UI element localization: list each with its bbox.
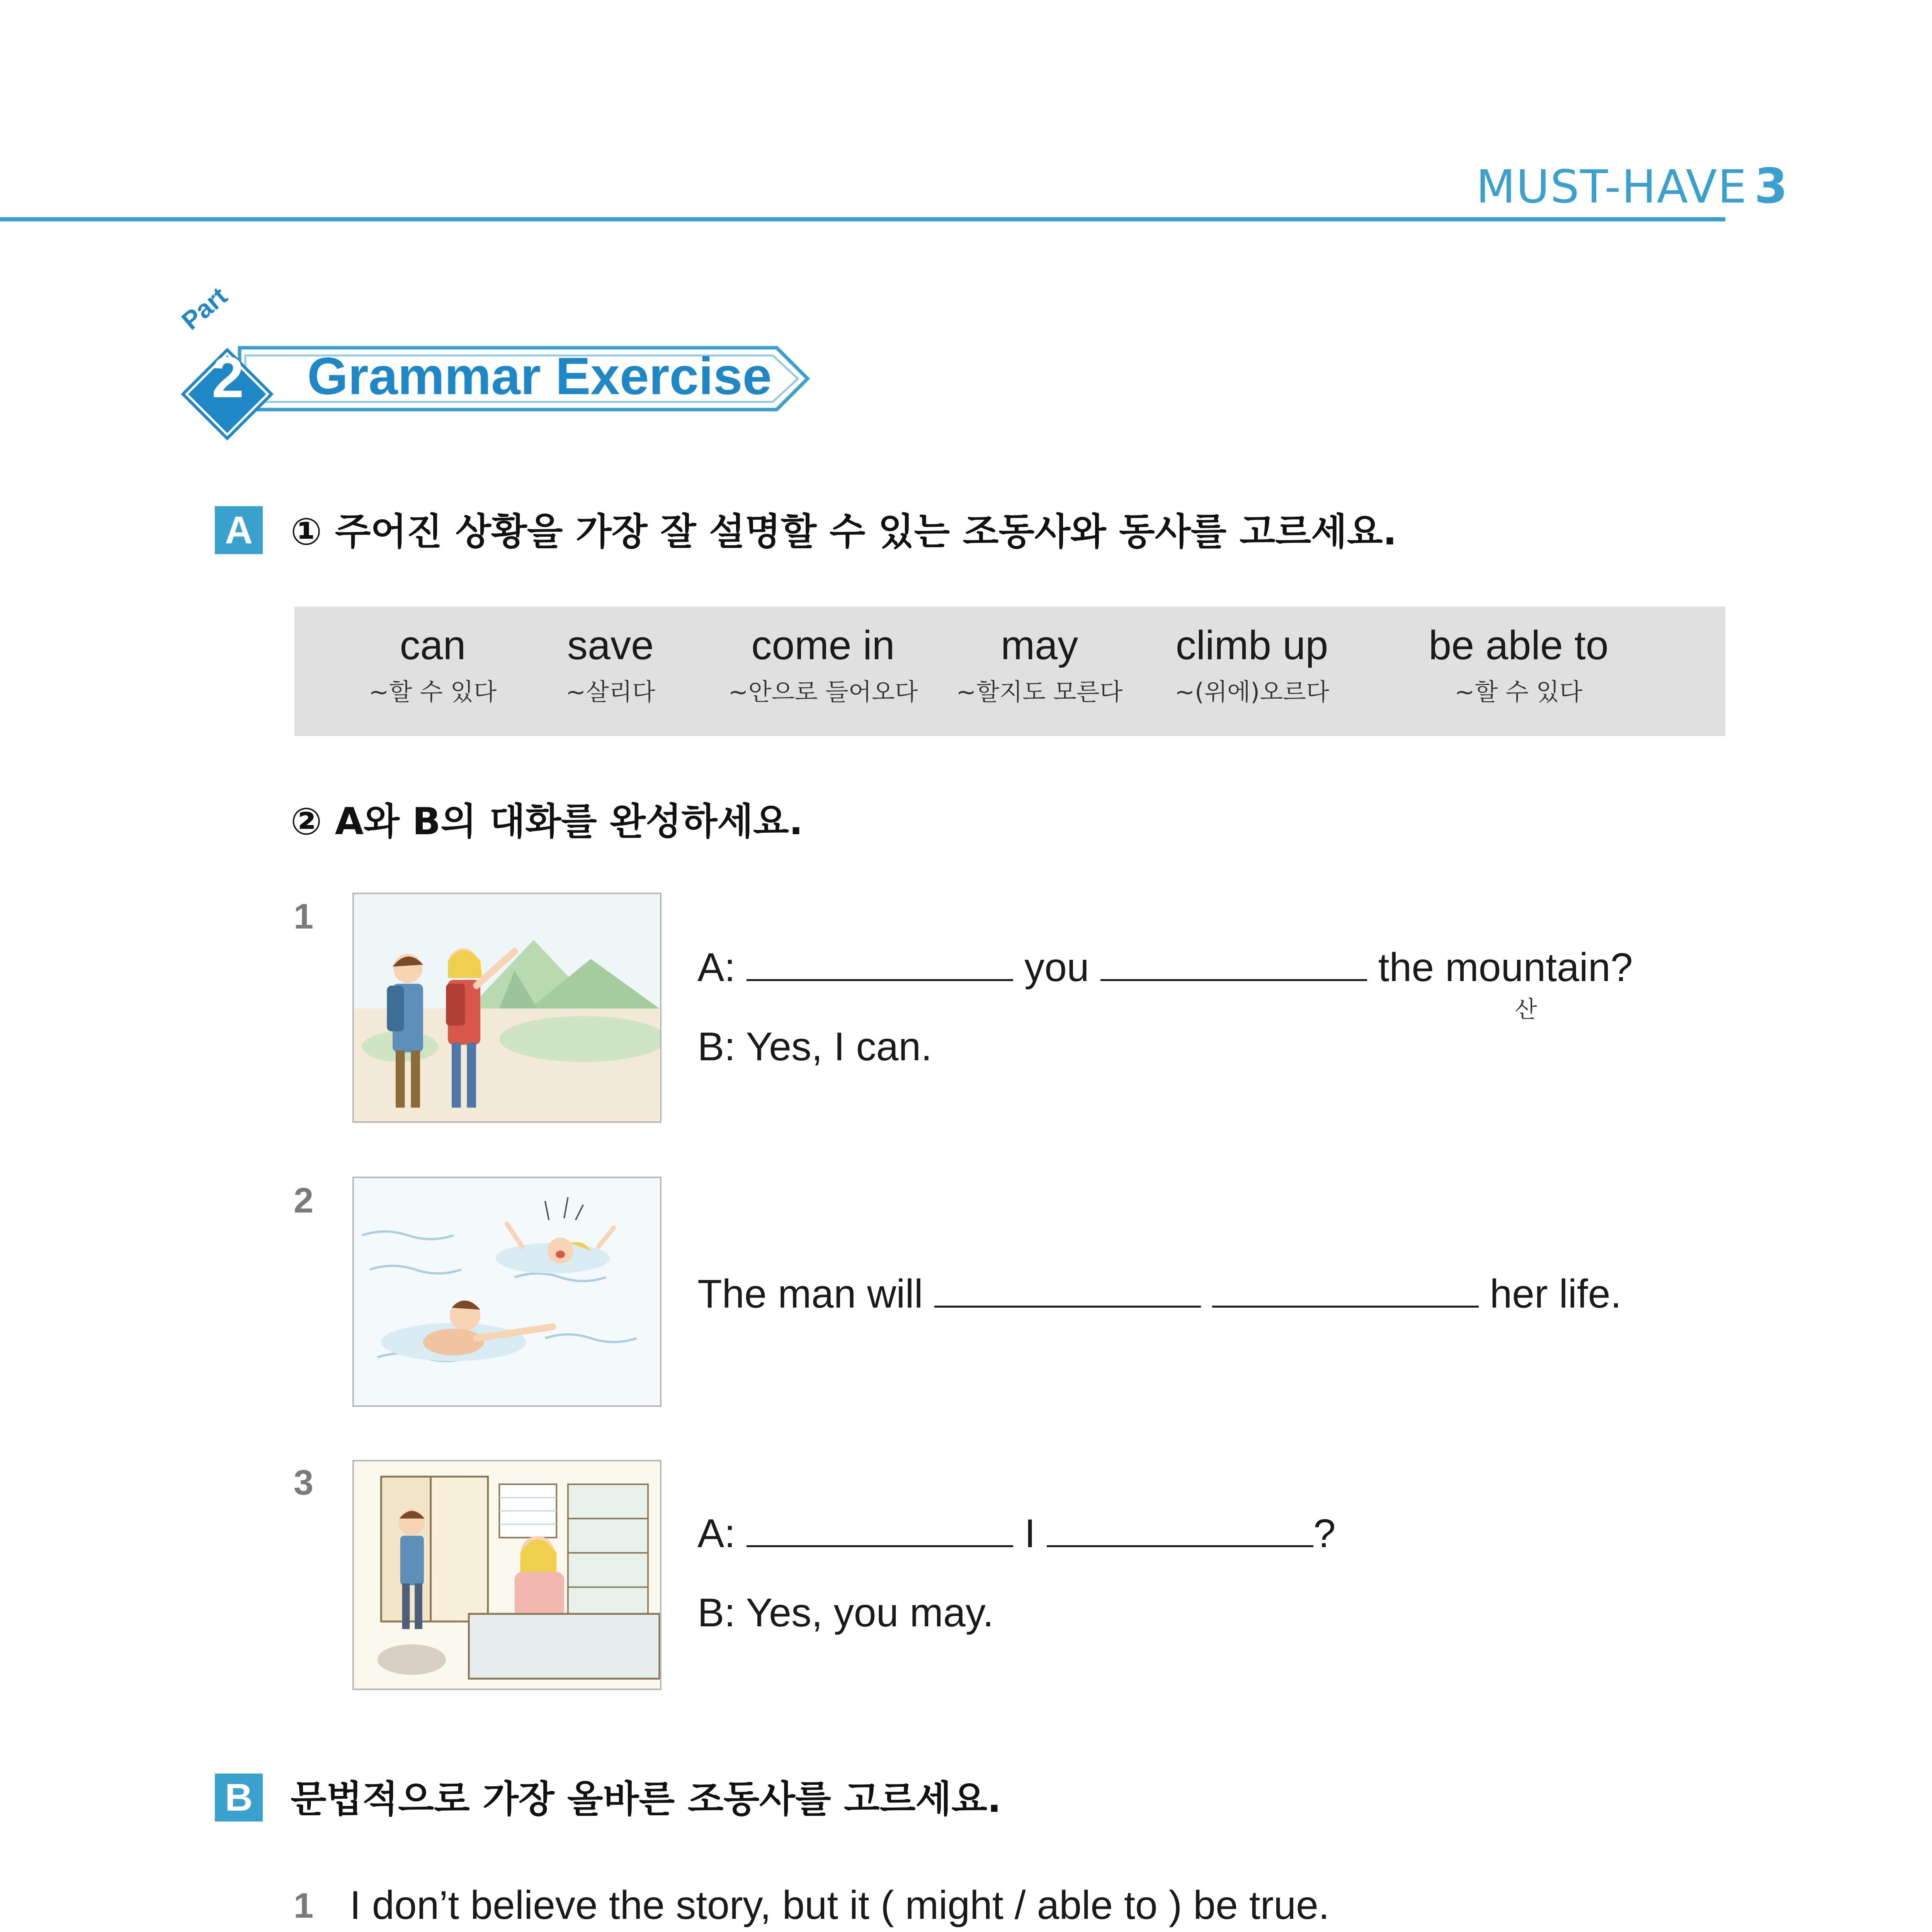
page-title: Grammar Exercise <box>307 347 772 405</box>
hikers-illustration <box>352 893 662 1123</box>
item-1-ending: the mountain? <box>1378 945 1633 990</box>
sentence-number: 1 <box>294 1886 314 1925</box>
section-a-instruction-2: ② A와 B의 대화를 완성하세요. <box>291 800 803 843</box>
brand-text: MUST-HAVE <box>1476 160 1748 213</box>
word-bank-item <box>1155 623 1349 707</box>
item-3-line-2 <box>697 1590 994 1636</box>
word-bank-item <box>348 623 518 707</box>
brand-number: 3 <box>1754 158 1789 214</box>
word-bank-word: come in <box>751 622 895 668</box>
rescue-illustration <box>352 1177 662 1407</box>
word-bank-item <box>943 623 1136 707</box>
item-1-reply: Yes, I can. <box>746 1024 932 1069</box>
item-1-word: you <box>1024 945 1089 990</box>
answer-blank[interactable] <box>1212 1275 1479 1308</box>
section-b-marker: B <box>215 1774 263 1821</box>
word-bank-item <box>719 623 927 707</box>
header-divider <box>0 217 1725 221</box>
word-bank-word: save <box>567 622 654 668</box>
item-number: 2 <box>294 1181 314 1220</box>
item-3-reply: Yes, you may. <box>746 1590 994 1635</box>
word-bank-item <box>541 623 680 707</box>
sentence-text[interactable]: I don’t believe the story, but it ( might / able to ) be true. <box>350 1883 1330 1928</box>
item-3-word: I <box>1024 1511 1036 1556</box>
word-bank-meaning: ~안으로 들어오다 <box>728 677 918 706</box>
answer-blank[interactable] <box>747 948 1013 981</box>
office-illustration <box>352 1460 662 1690</box>
part-number: 2 <box>212 345 244 410</box>
mountain-image <box>354 894 660 1121</box>
answer-blank[interactable] <box>747 1514 1013 1547</box>
brand-header <box>1476 158 1788 214</box>
section-b-instruction: 문법적으로 가장 올바른 조동사를 고르세요. <box>291 1777 1002 1821</box>
speaker-label: B: <box>697 1590 736 1635</box>
word-bank-meaning: ~(위에)오르다 <box>1175 677 1329 706</box>
item-2-line <box>697 1271 1622 1317</box>
office-image <box>354 1461 660 1689</box>
section-a-marker: A <box>215 506 263 554</box>
word-bank-word: may <box>1000 622 1078 668</box>
section-a-instruction-1: ① 주어진 상황을 가장 잘 설명할 수 있는 조동사와 동사를 고르세요. <box>291 510 1397 553</box>
speaker-label: A: <box>697 945 736 990</box>
part-label: Part <box>176 281 233 335</box>
word-bank-word: be able to <box>1429 622 1609 668</box>
answer-blank[interactable] <box>1100 948 1367 981</box>
word-bank-word: climb up <box>1175 622 1328 668</box>
answer-blank[interactable] <box>934 1275 1201 1308</box>
item-3-ending: ? <box>1313 1511 1336 1556</box>
answer-blank[interactable] <box>1047 1514 1313 1547</box>
item-number: 1 <box>294 897 314 936</box>
gloss-mountain: 산 <box>1515 996 1537 1023</box>
item-2-ending: her life. <box>1490 1272 1622 1316</box>
item-1-line-1 <box>697 945 1633 991</box>
swimming-image <box>354 1178 660 1405</box>
word-bank-meaning: ~살리다 <box>566 677 655 706</box>
word-bank-item <box>1414 623 1623 707</box>
item-2-start: The man will <box>697 1272 923 1316</box>
item-number: 3 <box>294 1463 314 1502</box>
word-bank-meaning: ~할 수 있다 <box>1454 677 1583 706</box>
word-bank-meaning: ~할 수 있다 <box>369 677 497 706</box>
item-3-line-1 <box>697 1511 1336 1557</box>
speaker-label: A: <box>697 1511 736 1556</box>
speaker-label: B: <box>697 1024 736 1069</box>
item-1-line-2 <box>697 1024 932 1070</box>
word-bank-word: can <box>400 622 466 668</box>
word-bank-meaning: ~할지도 모른다 <box>956 677 1123 706</box>
